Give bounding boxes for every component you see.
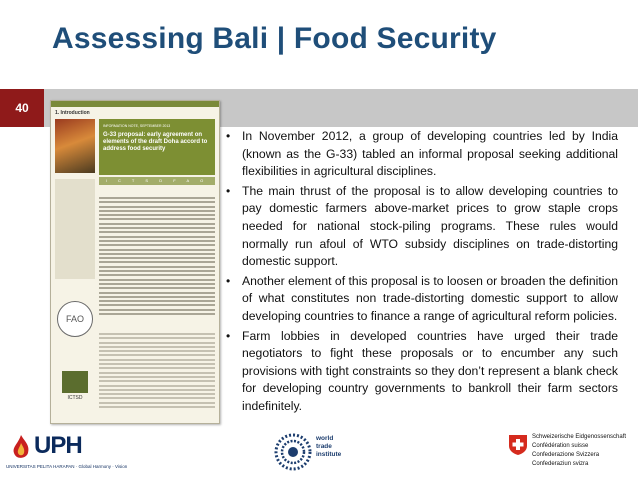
ictsd-mark-icon [62, 371, 88, 393]
document-headline: G-33 proposal: early agreement on elements of the draft Doha accord to address food security [103, 132, 208, 152]
uph-subtitle: UNIVERSITAS PELITA HARAPAN · Global Harmony · Vision [6, 464, 128, 469]
document-body-text [99, 197, 215, 317]
swiss-shield-icon [508, 434, 528, 456]
slide-title: Assessing Bali | Food Security [52, 22, 497, 55]
bullet-icon: • [226, 183, 231, 198]
ictsd-label: ICTSD [67, 395, 83, 401]
document-kicker: INFORMATION NOTE, SEPTEMBER 2013 [103, 124, 171, 128]
wti-wordmark: world trade institute [316, 435, 342, 458]
document-sidebar [55, 179, 95, 279]
document-stripe: I C T S D F A O [99, 177, 215, 185]
ictsd-logo [55, 371, 95, 415]
wti-logo [274, 431, 364, 475]
bullet-icon: • [226, 328, 231, 343]
fao-logo-icon: FAO [57, 301, 93, 337]
bullet-icon: • [226, 129, 231, 143]
document-banner [99, 119, 215, 175]
document-thumbnail [50, 100, 220, 424]
bullet-item: • Farm lobbies in developed countries have urged their trade negotiators to fight these proposals or to encumber any such provisions with tight constraints so they don’t represent a blank check for developing country governments to bankroll their farm sectors indefinitely. [226, 328, 618, 413]
bullet-item: • The main thrust of the proposal is to allow developing countries to pay domestic farmers above-market prices to grow staple crops needed for national stock-piling programs. These rules would normally run afoul of WTO subsidy disciplines on trade-distorting domestic support. [226, 183, 618, 269]
bullet-item: • In November 2012, a group of developing countries led by India (known as the G-33) tabled an informal proposal seeking additional flexibilities in agricultural disciplines. [226, 129, 618, 179]
document-footnotes [99, 333, 215, 410]
document-section-label: 1. Introduction [55, 110, 90, 116]
document-photo [55, 119, 95, 173]
page-number-badge: 40 [0, 89, 44, 127]
uph-flame-icon [10, 434, 32, 462]
bullet-list [226, 128, 618, 418]
wti-globe-icon [274, 433, 312, 471]
swiss-confederation-text: Schweizerische Eidgenossenschaft Confédération suisse Confederazione Svizzera Confederaziun svizra [532, 434, 627, 467]
uph-wordmark: UPH [34, 432, 82, 459]
bullet-icon: • [226, 273, 231, 288]
bullet-item: • Another element of this proposal is to loosen or broaden the definition of what constitutes non trade-distorting domestic support to allow developing countries to finance a range of agricultural reform policies. [226, 273, 618, 323]
swiss-confederation-logo [508, 432, 638, 476]
uph-logo [6, 430, 134, 474]
